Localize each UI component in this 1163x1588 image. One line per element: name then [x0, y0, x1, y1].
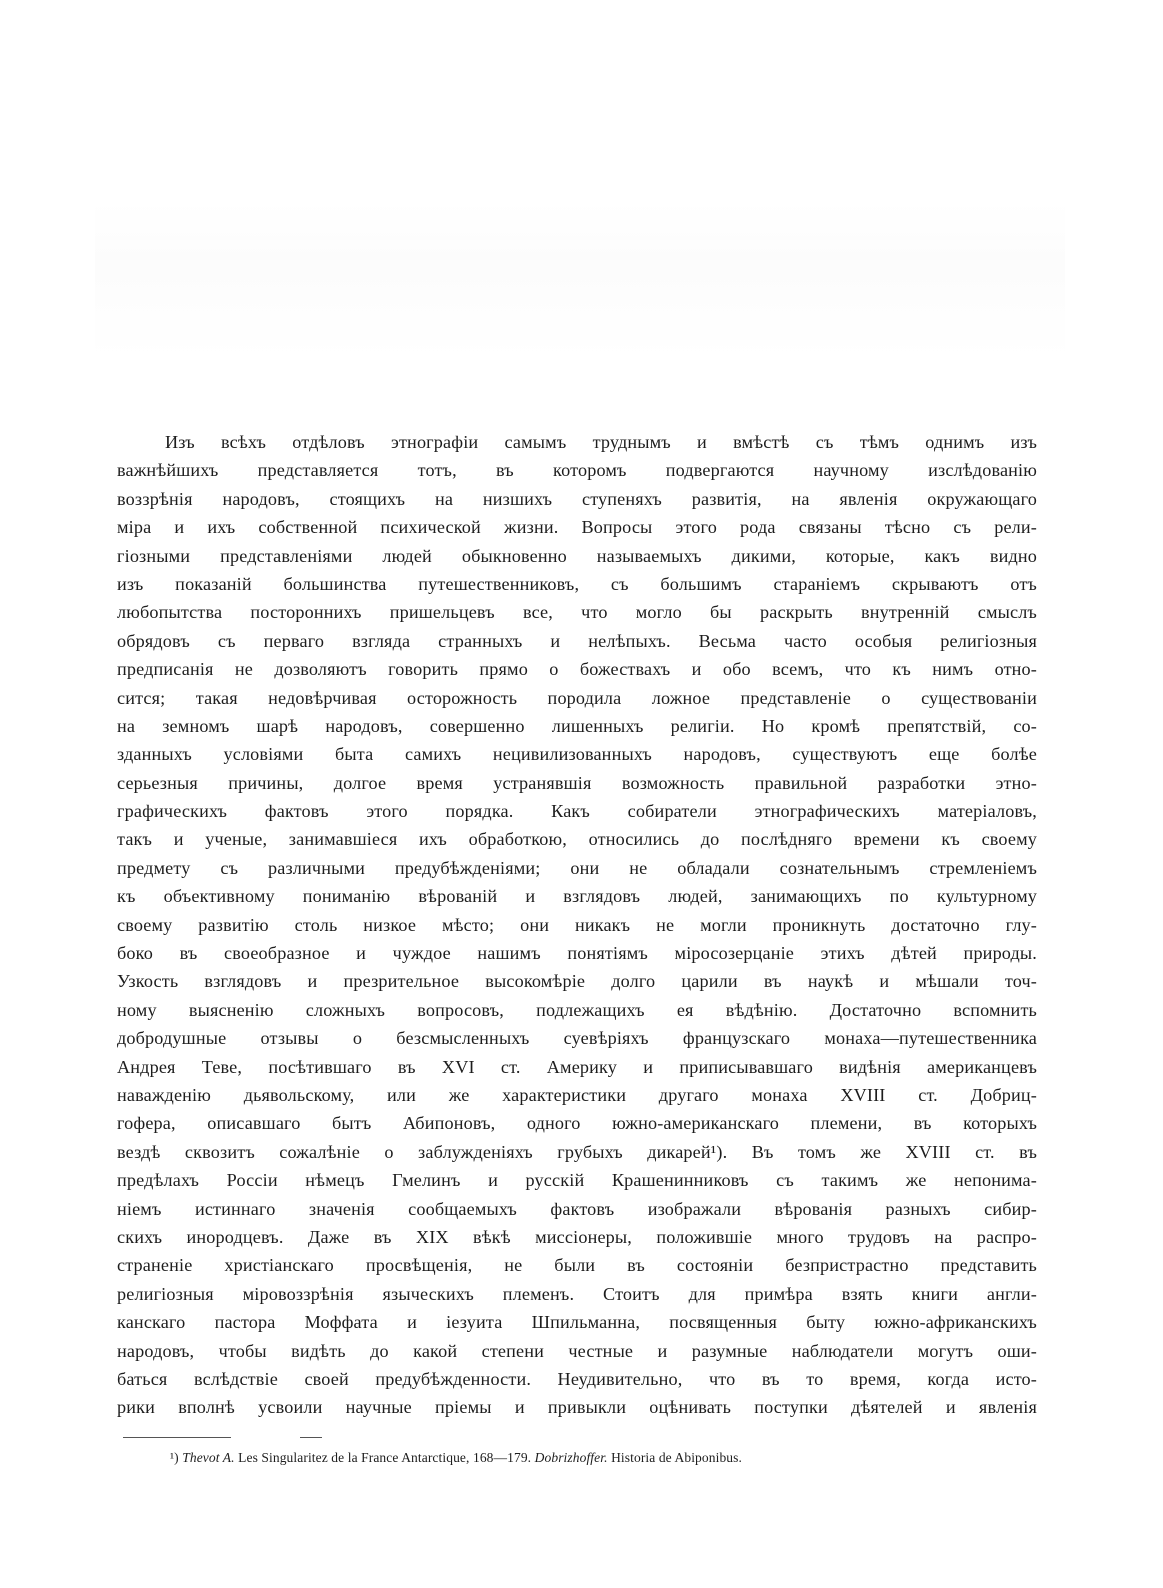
text-line: народовъ, чтобы видѣть до какой степени честные и разумные наблюдатели могутъ оши- — [117, 1340, 1037, 1361]
text-line: серьезныя причины, долгое время устранявшія возможность правильной разработки этно- — [117, 772, 1037, 793]
text-line: Узкость взглядовъ и презрительное высокомѣріе долго царили въ наукѣ и мѣшали точ- — [117, 971, 1037, 992]
footnote-marker: ¹) — [170, 1450, 179, 1465]
text-line: добродушные отзывы о безсмысленныхъ суевѣріяхъ французскаго монаха—путешественника — [117, 1028, 1037, 1049]
text-line: предмету съ различными предубѣжденіями; они не обладали сознательнымъ стремленіемъ — [117, 857, 1037, 878]
text-line: воззрѣнія народовъ, стоящихъ на низшихъ ступеняхъ развитія, на явленія окружающаго — [117, 488, 1037, 509]
text-line: къ объективному пониманію вѣрованій и взглядовъ людей, занимающихъ по культурному — [117, 886, 1037, 907]
text-line: міра и ихъ собственной психической жизни. Вопросы этого рода связаны тѣсно съ рели- — [117, 517, 1037, 538]
text-line: на земномъ шарѣ народовъ, совершенно лишенныхъ религіи. Но кромѣ препятствій, со- — [117, 715, 1037, 736]
body-text — [117, 428, 1037, 1422]
text-line: скихъ инородцевъ. Даже въ XIX вѣкѣ миссіонеры, положившіе много трудовъ на распро- — [117, 1226, 1037, 1247]
footnote-citation-thevot: Les Singularitez de la France Antarctique, 168—179. — [238, 1450, 532, 1465]
footnote-author-thevot: Thevot A. — [182, 1450, 235, 1465]
text-line: Андрея Теве, посѣтившаго въ XVI ст. Америку и приписывавшаго видѣнія американцевъ — [117, 1056, 1037, 1077]
text-line: религіозныя міровоззрѣнія языческихъ племенъ. Стоитъ для примѣра взять книги англи- — [117, 1283, 1037, 1304]
text-line: гіозными представленіями людей обыкновенно называемыхъ дикими, которые, какъ видно — [117, 545, 1037, 566]
text-line: канскаго пастора Моффата и іезуита Шпильманна, посвященныя быту южно-африканскихъ — [117, 1312, 1037, 1333]
text-line: страненіе христіанскаго просвѣщенія, не были въ состояніи безпристрастно представить — [117, 1255, 1037, 1276]
text-line: боко въ своеобразное и чуждое нашимъ понятіямъ міросозерцаніе этихъ дѣтей природы. — [117, 943, 1037, 964]
text-line: ному выясненію сложныхъ вопросовъ, подлежащихъ ея вѣдѣнію. Достаточно вспомнить — [117, 999, 1037, 1020]
text-line: Изъ всѣхъ отдѣловъ этнографіи самымъ труднымъ и вмѣстѣ съ тѣмъ однимъ изъ — [165, 432, 1037, 452]
footnote-separator — [123, 1437, 231, 1438]
text-line: сится; такая недовѣрчивая осторожность породила ложное представленіе о существованіи — [117, 687, 1037, 708]
text-line: такъ и ученые, занимавшіеся ихъ обработкою, относились до послѣдняго времени къ своему — [117, 829, 1037, 850]
text-line: графическихъ фактовъ этого порядка. Какъ собиратели этнографическихъ матеріаловъ, — [117, 801, 1037, 822]
text-line: любопытства постороннихъ пришельцевъ все, что могло бы раскрыть внутренній смыслъ — [117, 602, 1037, 623]
text-line: зданныхъ условіями быта самихъ нецивилизованныхъ народовъ, существуютъ еще болѣе — [117, 744, 1037, 765]
text-line: предѣлахъ Россіи нѣмецъ Гмелинъ и русскій Крашенинниковъ съ такимъ же непонима- — [117, 1170, 1037, 1191]
text-line: гофера, описавшаго бытъ Абипоновъ, одного южно-американскаго племени, въ которыхъ — [117, 1113, 1037, 1134]
footnote-citation-dobrizhoffer: Historia de Abiponibus. — [611, 1450, 742, 1465]
text-line: рики вполнѣ усвоили научные пріемы и привыкли оцѣнивать поступки дѣятелей и явленія — [117, 1397, 1037, 1418]
text-line: своему развитію столь низкое мѣсто; они никакъ не могли проникнуть достаточно глу- — [117, 914, 1037, 935]
text-line: вездѣ сквозитъ сожалѣніе о заблужденіяхъ грубыхъ дикарей¹). Въ томъ же XVIII ст. въ — [117, 1141, 1037, 1162]
text-line: наважденію дьявольскому, или же характеристики другаго монаха XVIII ст. Добриц- — [117, 1084, 1037, 1105]
footnote-separator-short — [300, 1437, 322, 1438]
text-line: баться вслѣдствіе своей предубѣжденности. Неудивительно, что въ то время, когда исто- — [117, 1368, 1037, 1389]
footnote — [170, 1448, 990, 1468]
footnote-author-dobrizhoffer: Dobrizhoffer. — [534, 1450, 608, 1465]
text-line: ніемъ истиннаго значенія сообщаемыхъ фактовъ изображали вѣрованія разныхъ сибир- — [117, 1198, 1037, 1219]
text-line: важнѣйшихъ представляется тотъ, въ которомъ подвергаются научному изслѣдованію — [117, 460, 1037, 481]
text-line: изъ показаній большинства путешественниковъ, съ большимъ стараніемъ скрываютъ отъ — [117, 573, 1037, 594]
blank-header-area — [95, 200, 1065, 360]
text-line: обрядовъ съ перваго взгляда странныхъ и нелѣпыхъ. Весьма часто особыя религіозныя — [117, 630, 1037, 651]
text-line: предписанія не дозволяютъ говорить прямо о божествахъ и обо всемъ, что къ нимъ отно- — [117, 659, 1037, 680]
